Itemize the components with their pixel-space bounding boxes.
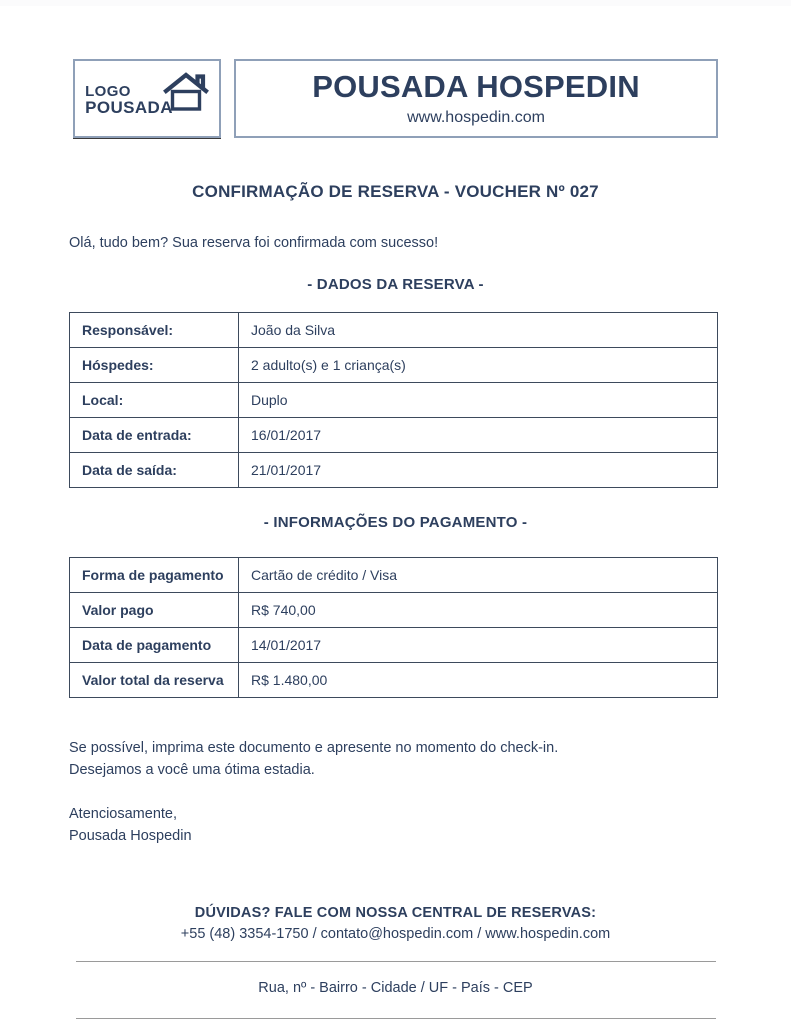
table-row <box>70 348 718 383</box>
table-row <box>70 628 718 663</box>
closing-spacer <box>69 781 558 803</box>
footer-divider-bottom <box>76 1018 716 1019</box>
closing-line-2: Desejamos a você uma ótima estadia. <box>69 762 315 778</box>
row-value: Cartão de crédito / Visa <box>239 558 718 593</box>
row-label: Local: <box>70 383 239 418</box>
page-top-edge <box>0 0 791 6</box>
reservation-table <box>69 312 718 488</box>
row-label: Data de saída: <box>70 453 239 488</box>
row-label: Valor total da reserva <box>70 663 239 698</box>
row-value: R$ 740,00 <box>239 593 718 628</box>
signoff-line: Atenciosamente, <box>69 806 178 822</box>
row-value: 16/01/2017 <box>239 418 718 453</box>
footer-divider-top <box>76 961 716 962</box>
table-row <box>70 663 718 698</box>
brand-title-box <box>234 59 718 138</box>
row-label: Responsável: <box>70 313 239 348</box>
signoff-name: Pousada Hospedin <box>69 828 192 844</box>
row-label: Forma de pagamento <box>70 558 239 593</box>
row-value: João da Silva <box>239 313 718 348</box>
greeting-text: Olá, tudo bem? Sua reserva foi confirmada com sucesso! <box>69 235 439 251</box>
logo-inner <box>85 72 209 129</box>
payment-section-heading: - INFORMAÇÕES DO PAGAMENTO - <box>263 514 528 531</box>
footer-address-line: Rua, nº - Bairro - Cidade / UF - País - CEP <box>258 980 533 996</box>
document-footer <box>0 905 791 1019</box>
table-row <box>70 313 718 348</box>
brand-website-url: www.hospedin.com <box>407 109 545 127</box>
document-header <box>73 59 718 138</box>
row-label: Valor pago <box>70 593 239 628</box>
table-row <box>70 558 718 593</box>
logo-box <box>73 59 221 138</box>
footer-heading: DÚVIDAS? FALE COM NOSSA CENTRAL DE RESERVAS: <box>194 905 597 921</box>
row-label: Data de pagamento <box>70 628 239 663</box>
row-value: 2 adulto(s) e 1 criança(s) <box>239 348 718 383</box>
row-label: Hóspedes: <box>70 348 239 383</box>
row-label: Data de entrada: <box>70 418 239 453</box>
house-icon <box>163 72 209 117</box>
row-value: Duplo <box>239 383 718 418</box>
table-row <box>70 453 718 488</box>
table-row <box>70 593 718 628</box>
voucher-title: CONFIRMAÇÃO DE RESERVA - VOUCHER Nº 027 <box>192 182 599 201</box>
page-title: POUSADA HOSPEDIN <box>312 68 640 104</box>
row-value: 14/01/2017 <box>239 628 718 663</box>
table-row <box>70 383 718 418</box>
closing-message <box>69 737 558 847</box>
logo-line-1: LOGO <box>85 83 131 101</box>
table-row <box>70 418 718 453</box>
payment-table <box>69 557 718 698</box>
row-value: 21/01/2017 <box>239 453 718 488</box>
reservation-section-heading: - DADOS DA RESERVA - <box>307 276 484 293</box>
logo-line-2: POUSADA <box>85 98 173 118</box>
row-value: R$ 1.480,00 <box>239 663 718 698</box>
footer-contact-line: +55 (48) 3354-1750 / contato@hospedin.com / www.hospedin.com <box>180 926 611 942</box>
closing-line-1: Se possível, imprima este documento e apresente no momento do check-in. <box>69 740 559 756</box>
logo-wordmark <box>85 84 173 117</box>
